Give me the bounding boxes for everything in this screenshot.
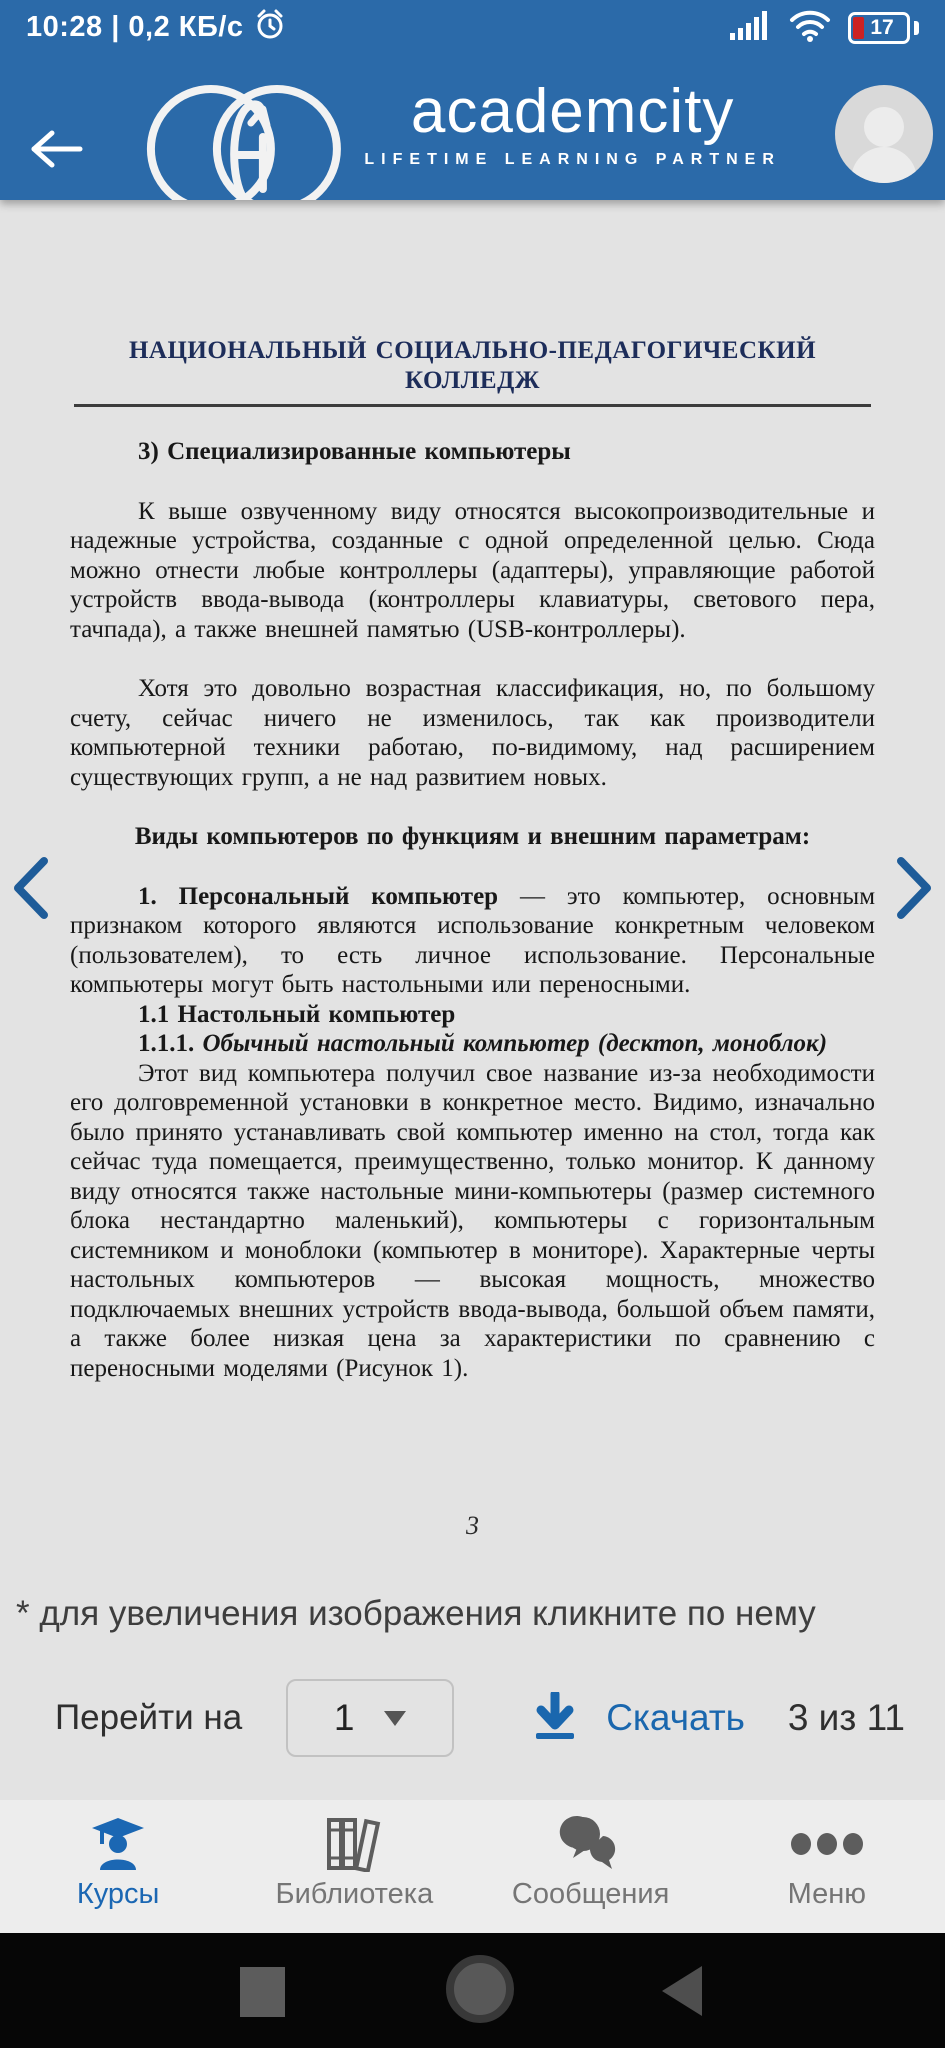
tab-library[interactable] xyxy=(236,1800,472,1933)
menu-dots-icon xyxy=(789,1816,865,1872)
list-item-1-text: — это компьютер, основным признаком которого являются использование конкретным человеком (пользователем), то есть личное использование. Персональные компьютеры могут быть настольными или переносными. xyxy=(70,882,876,998)
goto-page-label: Перейти на xyxy=(55,1698,243,1737)
academcity-logo-icon xyxy=(138,59,348,200)
paragraph-1: К выше озвученному виду относятся высокопроизводительные и надежные устройства, созданные с одной определенной целью. Сюда можно отнести любые контроллеры (адаптеры), управляющие работой устройств ввода-вывода (контроллеры клавиатуры, светового пера, тачпада), а также внешней памятью (USB-контроллеры). xyxy=(70,497,875,643)
tab-courses-label: Курсы xyxy=(76,1878,160,1910)
section-heading: 3) Специализированные компьютеры xyxy=(138,438,571,465)
tab-courses[interactable] xyxy=(0,1800,236,1933)
download-label: Скачать xyxy=(606,1697,745,1738)
next-page-chevron[interactable] xyxy=(893,855,937,921)
pager-controls xyxy=(0,1676,945,1760)
battery-icon xyxy=(848,12,910,44)
tab-menu[interactable] xyxy=(709,1800,945,1933)
page-select-value: 1 xyxy=(333,1697,355,1738)
list-item-1-lead: 1. Персональный компьютер xyxy=(138,882,499,910)
signal-strength-icon xyxy=(728,9,772,46)
back-triangle-icon[interactable] xyxy=(662,1966,702,2016)
document-page xyxy=(0,200,945,1541)
app-header xyxy=(0,55,945,200)
document-page-view[interactable] xyxy=(0,200,945,1590)
page-position-indicator: 3 из 11 xyxy=(787,1697,905,1738)
list-item-1 xyxy=(70,882,875,1000)
bottom-tab-bar xyxy=(0,1800,945,1933)
brand-name: academcity xyxy=(410,77,735,146)
heading-1-1: 1.1 Настольный компьютер xyxy=(138,1000,456,1028)
recents-square-icon[interactable] xyxy=(240,1967,285,2017)
wifi-icon xyxy=(788,8,832,47)
download-icon xyxy=(532,1692,578,1745)
alarm-clock-icon xyxy=(254,8,286,48)
subheading: Виды компьютеров по функциям и внешним параметрам: xyxy=(134,823,811,850)
heading-1-1-1-number: 1.1.1. xyxy=(138,1030,203,1057)
brand-tagline: LIFETIME LEARNING PARTNER xyxy=(364,151,781,168)
heading-1-1-1 xyxy=(70,1029,875,1059)
status-bar xyxy=(0,0,945,55)
document-page-number: 3 xyxy=(466,1511,479,1540)
books-icon xyxy=(323,1816,385,1872)
document-college-header: НАЦИОНАЛЬНЫЙ СОЦИАЛЬНО-ПЕДАГОГИЧЕСКИЙ КОЛЛЕДЖ xyxy=(74,336,871,407)
tab-messages[interactable] xyxy=(473,1800,709,1933)
zoom-hint-text: * для увеличения изображения кликните по нему xyxy=(16,1594,816,1633)
battery-percent: 17 xyxy=(870,15,894,39)
profile-avatar[interactable] xyxy=(835,85,933,183)
android-navigation-bar xyxy=(0,1933,945,2048)
paragraph-2: Хотя это довольно возрастная классификация, но, по большому счету, сейчас ничего не изменилось, так как производители компьютерной техники работаю, по-видимому, над расширением существующих групп, а не над развитием новых. xyxy=(70,675,875,791)
tab-menu-label: Меню xyxy=(787,1878,867,1910)
paragraph-3: Этот вид компьютера получил свое название из-за необходимости его долговременной установки в конкретное место. Видимо, изначально было принято устанавливать свой компьютер именно на стол, тогда как сейчас туда помещается, преимущественно, только монитор. К данному виду относятся также настольные мини-компьютеры (размер системного блока нестандартно маленький), компьютеры с горизонтальным системником и моноблоки (компьютер в мониторе). Характерные черты настольных компьютеров — высокая мощность, множество подключаемых внешних устройств ввода-вывода, большой объем памяти, а также более низкая цена за характеристики по сравнению с переносными моделями (Рисунок 1). xyxy=(70,1059,875,1382)
battery-nub xyxy=(914,21,919,35)
brand-logo xyxy=(138,59,780,200)
previous-page-chevron[interactable] xyxy=(8,855,52,921)
graduate-icon xyxy=(88,1816,148,1872)
tab-library-label: Библиотека xyxy=(275,1878,434,1910)
home-circle-icon[interactable] xyxy=(446,1955,514,2023)
tab-messages-label: Сообщения xyxy=(511,1878,670,1910)
download-button[interactable] xyxy=(532,1692,745,1745)
back-button[interactable] xyxy=(26,127,86,171)
heading-1-1-1-title: Обычный настольный компьютер (десктоп, моноблок) xyxy=(202,1030,828,1057)
clock-and-speed-text: 10:28 | 0,2 КБ/с xyxy=(26,11,244,43)
chevron-down-icon xyxy=(384,1711,406,1726)
page-select-dropdown[interactable] xyxy=(286,1679,454,1757)
chat-bubbles-icon xyxy=(559,1816,623,1872)
